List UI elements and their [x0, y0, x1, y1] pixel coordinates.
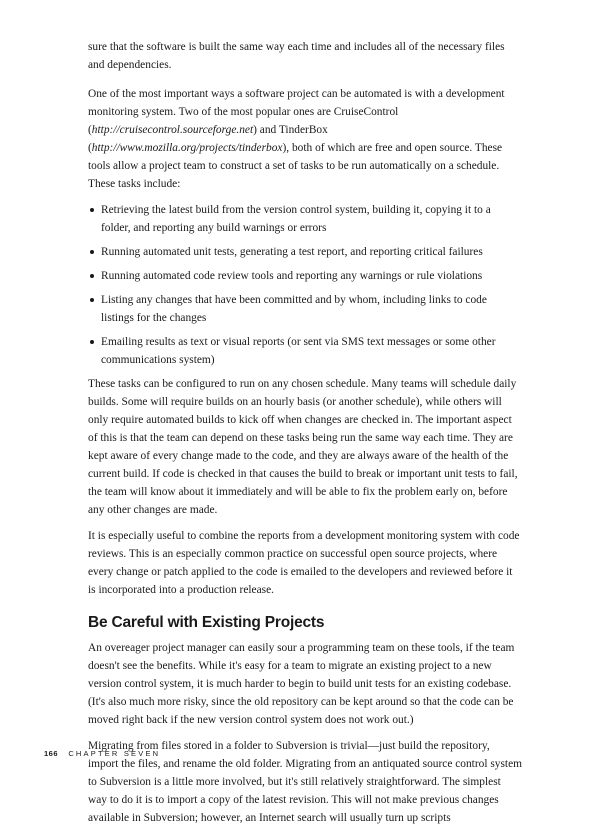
page-body: [88, 38, 522, 835]
cruisecontrol-url: http://cruisecontrol.sourceforge.net: [91, 124, 254, 136]
list-item: Listing any changes that have been committed and by whom, including links to code listings for the changes: [88, 291, 522, 327]
paragraph-monitoring-text-c: ), both of which are free and open source. These tools allow a project team to construct a set of tasks to be run automatically on a schedule. These tasks include:: [88, 142, 503, 190]
list-item: Running automated unit tests, generating a test report, and reporting critical failures: [88, 243, 522, 261]
list-item: Running automated code review tools and reporting any warnings or rule violations: [88, 267, 522, 285]
paragraph-schedule: These tasks can be configured to run on any chosen schedule. Many teams will schedule daily builds. Some will require builds on an hourly basis (or another schedule), while others will only require automated builds to kick off when changes are checked in. The important aspect of this is that the team can depend on these tasks being run the same way each time. They are kept aware of every change made to the code, and they are always aware of the health of the current build. If code is checked in that causes the build to break or important unit tests to fail, the team will know about it immediately and will be able to fix the problem early on, before any other changes are made.: [88, 378, 518, 516]
paragraph-intro: sure that the software is built the same way each time and includes all of the necessary files and dependencies.: [88, 41, 505, 71]
task-list: [88, 201, 522, 369]
paragraph-monitoring: [88, 85, 522, 193]
paragraph-code-reviews: It is especially useful to combine the reports from a development monitoring system with code reviews. This is an especially common practice on successful open source projects, where every change or patch applied to the code is emailed to the developers and reviewed before it is incorporated into a production release.: [88, 530, 520, 596]
paragraph-monitoring-text-a: One of the most important ways a software project can be automated is with a development monitoring system. Two of the most popular ones are CruiseControl (: [88, 88, 505, 136]
page-number: 166: [44, 749, 59, 758]
section-heading: Be Careful with Existing Projects: [88, 614, 325, 631]
chapter-label: CHAPTER SEVEN: [68, 749, 161, 758]
list-item: Emailing results as text or visual reports (or sent via SMS text messages or some other communications system): [88, 333, 522, 369]
paragraph-overeager: An overeager project manager can easily sour a programming team on these tools, if the team doesn't see the benefits. While it's easy for a team to migrate an existing project to a new version control system, it is much harder to begin to build unit tests for an existing codebase. (It's also much more risky, since the old repository can be kept around so that the code can be moved right back if the new version control system does not work out.): [88, 642, 515, 726]
list-item: Retrieving the latest build from the version control system, building it, copying it to a folder, and reporting any build warnings or errors: [88, 201, 522, 237]
page-footer: [44, 749, 160, 758]
tinderbox-url: http://www.mozilla.org/projects/tinderbox: [91, 142, 283, 154]
paragraph-migrating: Migrating from files stored in a folder to Subversion is trivial—just build the repository, import the files, and rename the old folder. Migrating from an antiquated source control system to Subversion is a little more involved, but it's still relatively straightforward. The simplest way to do it is to import a copy of the latest revision. This will not make previous changes available in Subversion; however, an Internet search will usually turn up scripts: [88, 740, 522, 824]
paragraph-monitoring-text-b: ) and TinderBox (: [88, 124, 328, 154]
